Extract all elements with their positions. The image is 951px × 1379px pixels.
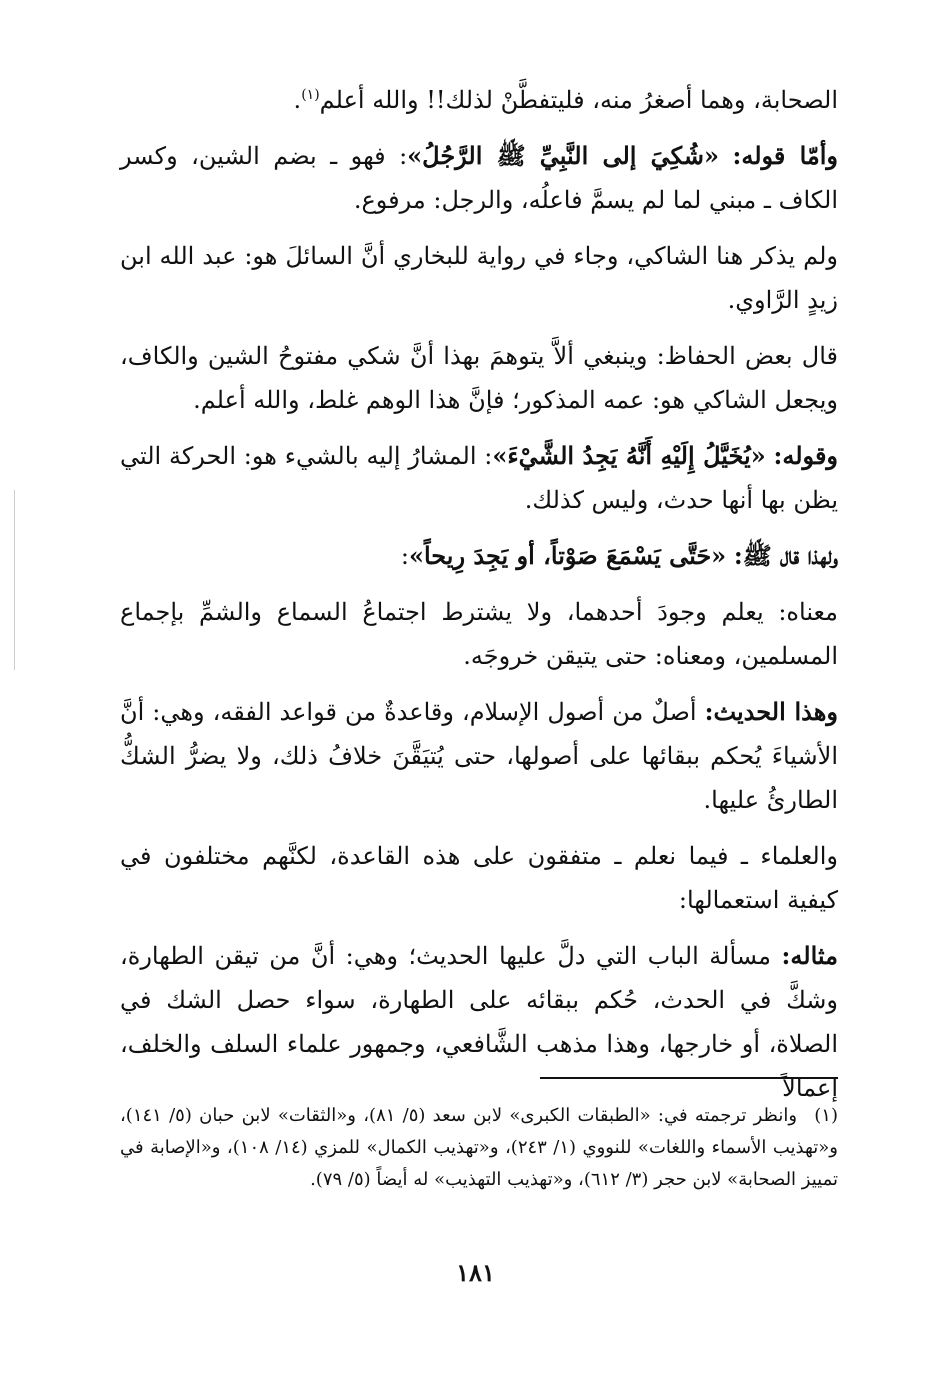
paragraph-10: [120, 934, 838, 1110]
paragraph-9-text: والعلماء ـ فيما نعلم ـ متفقون على هذه القاعدة، لكنَّهم مختلفون في كيفية استعمالها:: [120, 842, 838, 914]
footnote-reference[interactable]: (١): [301, 87, 320, 103]
page-number: ١٨١: [456, 1258, 495, 1287]
paragraph-1-text: الصحابة، وهما أصغرُ منه، فليتفطَّنْ لذلك!! والله أعلم: [319, 86, 838, 114]
paragraph-10-text: مسألة الباب التي دلَّ عليها الحديث؛ وهي: أنَّ من تيقن الطهارة، وشكَّ في الحدث، حُكم ببقائه على الطهارة، سواء حصل الشك في الصلاة، أو خارجها، وهذا مذهب الشَّافعي، وجمهور علماء السلف والخلف، إعمالاً: [120, 942, 838, 1102]
paragraph-8-lead: وهذا الحديث:: [704, 697, 838, 726]
paragraph-8-text: أصلٌ من أصول الإسلام، وقاعدةٌ من قواعد الفقه، وهي: أنَّ الأشياءَ يُحكم ببقائها على أصولها، حتى يُتيَقَّنَ خلافُ ذلك، ولا يضرُّ الشكُّ الطارئُ عليها.: [120, 698, 838, 814]
hadith-quote-2: «يُخَيَّلُ إِلَيْهِ أَنَّهُ يَجِدُ الشَّيْءَ»: [492, 441, 766, 470]
paragraph-5-lead: وقوله:: [773, 441, 839, 470]
paragraph-2: [120, 134, 838, 222]
footnote-text: وانظر ترجمته في: «الطبقات الكبرى» لابن سعد (٥/ ٨١)، و«الثقات» لابن حبان (٥/ ١٤١)، و«تهذيب الأسماء واللغات» للنووي (١/ ٢٤٣)، و«تهذيب الكمال» للمزي (١٤/ ١٠٨)، و«الإصابة في تمييز الصحابة» لابن حجر (٣/ ٦١٢)، و«تهذيب التهذيب» له أيضاً (٥/ ٧٩).: [120, 1105, 838, 1190]
paragraph-4-text: قال بعض الحفاظ: وينبغي ألاَّ يتوهمَ بهذا أنَّ شكي مفتوحُ الشين والكاف، ويجعل الشاكي هو: عمه المذكور؛ فإنَّ هذا الوهم غلط، والله أعلم.: [120, 342, 839, 414]
footnote-number: (١): [814, 1105, 838, 1126]
paragraph-5: [120, 434, 838, 522]
hadith-quote-3: «حَتَّى يَسْمَعَ صَوْتاً، أو يَجِدَ رِيحاً»: [408, 541, 727, 570]
paragraph-1: [120, 78, 838, 122]
paragraph-3: [120, 234, 838, 322]
paragraph-3-text: ولم يذكر هنا الشاكي، وجاء في رواية للبخاري أنَّ السائلَ هو: عبد الله ابن زيدٍ الرَّاوي.: [120, 242, 838, 314]
page-body: [120, 78, 838, 1122]
hadith-quote-1: «شُكِيَ إلى النَّبِيِّ ﷺ الرَّجُلُ»: [407, 141, 719, 170]
paragraph-8: [120, 690, 838, 822]
footnotes: [120, 1100, 838, 1196]
paragraph-7: [120, 590, 838, 678]
paragraph-2-text: : فهو ـ بضم الشين، وكسر الكاف ـ مبني لما لم يسمَّ فاعلُه، والرجل: مرفوع.: [120, 142, 838, 214]
paragraph-9: [120, 834, 838, 922]
paragraph-2-lead: وأمّا قوله:: [732, 141, 838, 170]
paragraph-1-end: .: [293, 86, 302, 114]
paragraph-6: [120, 534, 838, 578]
paragraph-6-text: :: [400, 542, 409, 570]
paragraph-5-text: : المشارُ إليه بالشيء هو: الحركة التي يظن بها أنها حدث، وليس كذلك.: [120, 442, 838, 514]
scan-margin-line: [14, 490, 15, 670]
paragraph-4: [120, 334, 838, 422]
paragraph-7-text: معناه: يعلم وجودَ أحدهما، ولا يشترط اجتماعُ السماع والشمِّ بإجماع المسلمين، ومعناه: حتى يتيقن خروجَه.: [120, 598, 838, 670]
paragraph-6-lead: ولهذا قال ﷺ:: [733, 541, 838, 570]
paragraph-10-lead: مثاله:: [781, 941, 838, 970]
footnote-divider: [540, 1077, 838, 1079]
